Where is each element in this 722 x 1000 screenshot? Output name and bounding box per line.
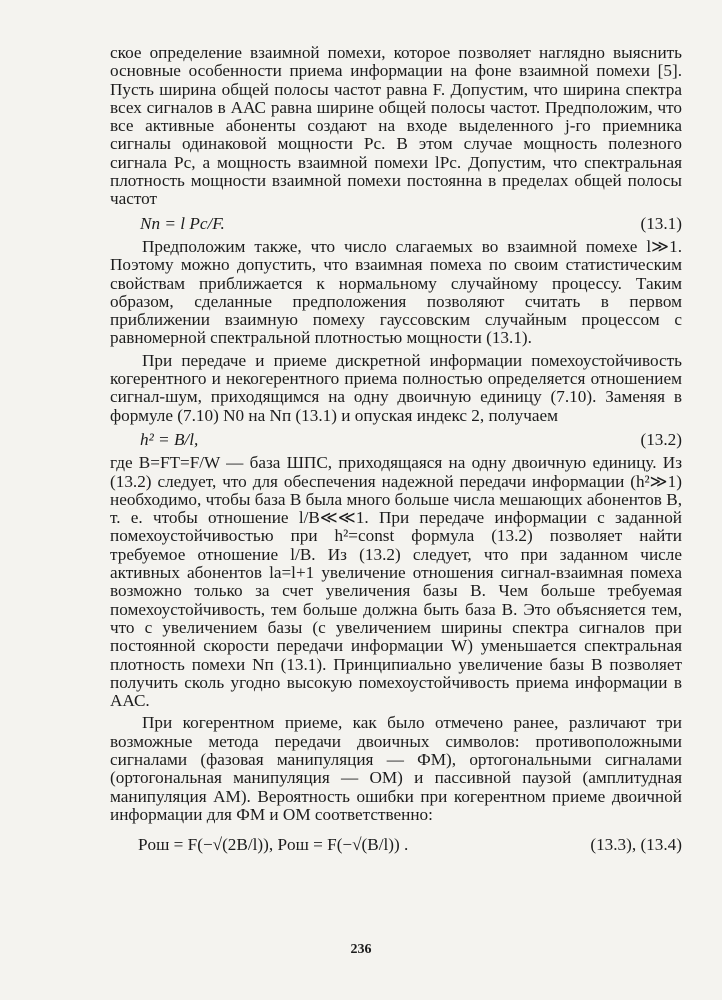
paragraph-5: При когерентном приеме, как было отмечено ранее, различают три возможные метода передачи двоичных символов: противоположными сигналами (фазовая манипуляция — ФМ), ортогональными сигналами (ортогональная манипуляция — ОМ) и пассивной паузой (амплитудная манипуляция АМ). Вероятность ошибки при когерентном приеме двоичной информации для ФМ и ОМ соответственно: [110,713,682,824]
paragraph-4: где B=FT=F/W — база ШПС, приходящаяся на одну двоичную единицу. Из (13.2) следует, что для обеспечения надежной передачи информации (h²≫1) необходимо, чтобы база B была много больше числа мешающих абонентов B, т. е. чтобы отношение l/B≪≪1. При передаче информации с заданной помехоустойчивостью при h²=const формула (13.2) позволяет найти требуемое отношение l/B. Из (13.2) следует, что при заданном числе активных абонентов lа=l+1 увеличение отношения сигнал-взаимная помеха возможно только за счет увеличения базы B. Чем больше требуемая помехоустойчивость, тем больше должна быть база B. Это объясняется тем, что с увеличением базы (с увеличением ширины спектра сигналов при постоянной скорости передачи информации W) уменьшается спектральная плотность помехи Nп (13.1). Принципиально увеличение базы B позволяет получить сколь угодно высокую помехоустойчивость приема информации в ААС. [110,453,682,711]
equation-13-3-13-4-expression: Pош = F(−√(2B/l)), Pош = F(−√(B/l)) . [138,835,409,855]
paragraph-3: При передаче и приеме дискретной информации помехоустойчивость когерентного и некогерентного приема полностью определяется отношением сигнал-шум, приходящимся на одну двоичную единицу (7.10). Заменяя в формуле (7.10) N0 на Nп (13.1) и опуская индекс 2, получаем [110,350,682,425]
paragraph-2: Предположим также, что число слагаемых во взаимной помехе l≫1. Поэтому можно допустить, что взаимная помеха по своим статистическим свойствам приближается к нормальному случайному процессу. Таким образом, сделанные предположения позволяют считать в первом приближении взаимную помеху гауссовским случайным процессом с равномерной спектральной плотностью мощности (13.1). [110,236,682,348]
paragraph-1: ское определение взаимной помехи, которое позволяет наглядно выяснить основные особенности приема информации на фоне взаимной помехи [5]. Пусть ширина общей полосы частот равна F. Допустим, что ширина спектра всех сигналов в ААС равна ширине общей полосы частот. Предположим, что все активные абоненты создают на входе выделенного j-го приемника сигналы одинаковой мощности Pc. В этом случае мощность полезного сигнала Pc, а мощность взаимной помехи lPc. Допустим, что спектральная плотность мощности взаимной помехи постоянна в пределах общей полосы частот [110,43,682,209]
equation-13-3-13-4 [110,836,682,854]
equation-13-2-label: (13.2) [640,429,682,449]
equation-13-1-label: (13.1) [640,213,682,233]
equation-13-1-expression: Nп = l Pc/F. [140,213,225,233]
equation-13-3-13-4-label: (13.3), (13.4) [590,835,682,855]
equation-13-1 [110,215,682,233]
page-text [110,44,682,859]
equation-13-2 [110,431,682,449]
equation-13-2-expression: h² = B/l, [140,429,199,449]
page-number: 236 [350,942,372,957]
